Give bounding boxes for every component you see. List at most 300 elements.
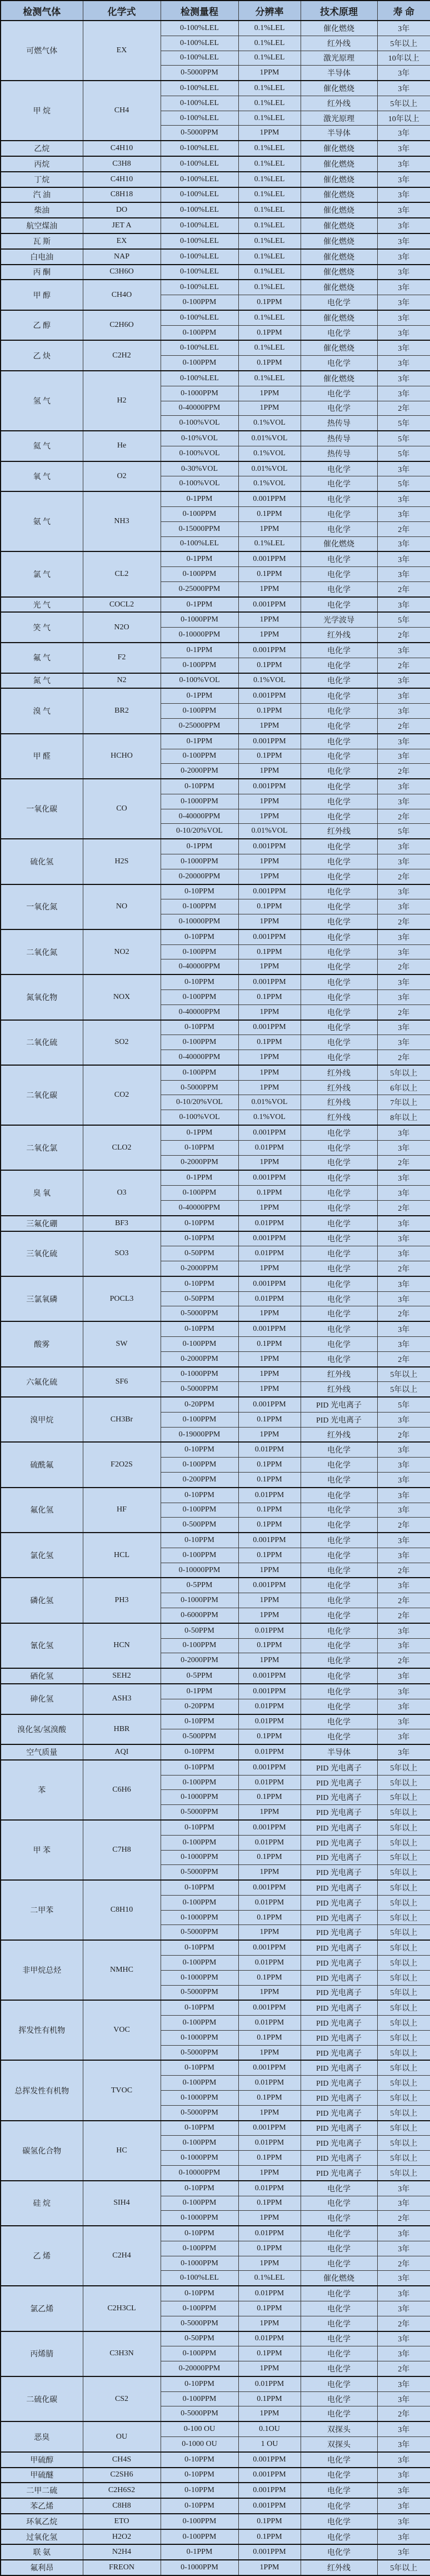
- table-row: [1, 461, 430, 476]
- resolution-cell: 1PPM: [238, 2406, 301, 2421]
- principle-cell: 电化学: [301, 749, 377, 764]
- resolution-cell: 0.001PPM: [238, 884, 301, 899]
- range-cell: 0-5000PPM: [161, 2406, 238, 2421]
- range-cell: 0-100%VOL: [161, 673, 238, 689]
- principle-cell: PID 光电离子: [301, 2016, 377, 2031]
- range-cell: 0-100PPM: [161, 295, 238, 310]
- lifespan-cell: 3年: [377, 141, 430, 156]
- resolution-cell: 0.1OU: [238, 2421, 301, 2436]
- lifespan-cell: 10年以上: [377, 51, 430, 66]
- principle-cell: 电化学: [301, 2483, 377, 2498]
- range-cell: 0-5000PPM: [161, 2316, 238, 2331]
- range-cell: 0-10PPM: [161, 1744, 238, 1760]
- principle-cell: 电化学: [301, 295, 377, 310]
- principle-cell: PID 光电离子: [301, 1970, 377, 1985]
- resolution-cell: 0.1%LEL: [238, 371, 301, 386]
- resolution-cell: 0.1PPM: [238, 1473, 301, 1488]
- range-cell: 0-50PPM: [161, 2331, 238, 2346]
- range-cell: 0-100%LEL: [161, 81, 238, 96]
- resolution-cell: 0.001PPM: [238, 1125, 301, 1140]
- resolution-cell: 1PPM: [238, 2165, 301, 2180]
- principle-cell: 电化学: [301, 1321, 377, 1336]
- lifespan-cell: 3年: [377, 2483, 430, 2498]
- lifespan-cell: 3年: [377, 295, 430, 310]
- resolution-cell: 0.1%LEL: [238, 249, 301, 265]
- formula-cell: C3H3N: [83, 2331, 161, 2376]
- table-row: [1, 1231, 430, 1246]
- formula-cell: EX: [83, 233, 161, 249]
- principle-cell: 电化学: [301, 1035, 377, 1050]
- table-row: [1, 1367, 430, 1382]
- resolution-cell: 0.01PPM: [238, 1442, 301, 1457]
- gas-name-cell: 二甲苯: [1, 1880, 83, 1940]
- table-row: [1, 2181, 430, 2196]
- resolution-cell: 0.1%LEL: [238, 51, 301, 66]
- range-cell: 0-1PPM: [161, 597, 238, 613]
- principle-cell: 电化学: [301, 1020, 377, 1035]
- principle-cell: 电化学: [301, 2181, 377, 2196]
- resolution-cell: 0.001PPM: [238, 1684, 301, 1699]
- range-cell: 0-1PPM: [161, 551, 238, 566]
- gas-name-cell: 甲 醇: [1, 280, 83, 310]
- formula-cell: CS2: [83, 2376, 161, 2421]
- lifespan-cell: 3年: [377, 2452, 430, 2468]
- lifespan-cell: 3年: [377, 1548, 430, 1563]
- range-cell: 0-100%LEL: [161, 21, 238, 36]
- lifespan-cell: 3年: [377, 944, 430, 959]
- principle-cell: 电化学: [301, 1306, 377, 1321]
- range-cell: 0-5000PPM: [161, 66, 238, 81]
- principle-cell: 电化学: [301, 581, 377, 596]
- table-row: [1, 2514, 430, 2529]
- range-cell: 0-20000PPM: [161, 2361, 238, 2376]
- range-cell: 0-100%LEL: [161, 141, 238, 156]
- principle-cell: 电化学: [301, 1458, 377, 1473]
- principle-cell: PID 光电离子: [301, 1412, 377, 1427]
- resolution-cell: 0.1PPM: [238, 1503, 301, 1518]
- lifespan-cell: 3年: [377, 1276, 430, 1291]
- gas-name-cell: 空气质量: [1, 1744, 83, 1760]
- principle-cell: 电化学: [301, 1291, 377, 1306]
- principle-cell: PID 光电离子: [301, 2091, 377, 2106]
- principle-cell: 电化学: [301, 1548, 377, 1563]
- resolution-cell: 0.1PPM: [238, 2529, 301, 2545]
- lifespan-cell: 2年: [377, 658, 430, 673]
- table-row: [1, 839, 430, 854]
- table-row: [1, 1623, 430, 1638]
- range-cell: 0-100PPM: [161, 2241, 238, 2256]
- gas-name-cell: 丙烯腈: [1, 2331, 83, 2376]
- principle-cell: PID 光电离子: [301, 2151, 377, 2166]
- range-cell: 0-40000PPM: [161, 1050, 238, 1065]
- principle-cell: 电化学: [301, 2544, 377, 2560]
- lifespan-cell: 2年: [377, 1593, 430, 1608]
- resolution-cell: 1PPM: [238, 1004, 301, 1020]
- formula-cell: HCHO: [83, 734, 161, 779]
- resolution-cell: 0.1%LEL: [238, 2271, 301, 2286]
- range-cell: 0-100PPM: [161, 1548, 238, 1563]
- resolution-cell: 1PPM: [238, 854, 301, 869]
- table-row: [1, 81, 430, 96]
- resolution-cell: 0.001PPM: [238, 551, 301, 566]
- principle-cell: 热传导: [301, 431, 377, 446]
- lifespan-cell: 3年: [377, 2468, 430, 2483]
- lifespan-cell: 2年: [377, 1200, 430, 1215]
- table-row: [1, 1820, 430, 1835]
- lifespan-cell: 5年以上: [377, 1985, 430, 2000]
- principle-cell: 电化学: [301, 779, 377, 794]
- table-row: [1, 1442, 430, 1457]
- header-gas: 检测气体: [1, 1, 83, 21]
- resolution-cell: 0.1%VOL: [238, 476, 301, 491]
- formula-cell: C4H10: [83, 141, 161, 156]
- range-cell: 0-10PPM: [161, 2226, 238, 2241]
- table-row: [1, 551, 430, 566]
- range-cell: 0-10/20%VOL: [161, 824, 238, 839]
- resolution-cell: 1PPM: [238, 764, 301, 779]
- resolution-cell: 0.001PPM: [238, 1940, 301, 1955]
- formula-cell: SIH4: [83, 2181, 161, 2226]
- range-cell: 0-10PPM: [161, 1533, 238, 1548]
- resolution-cell: 0.1%LEL: [238, 280, 301, 295]
- resolution-cell: 1PPM: [238, 1065, 301, 1080]
- lifespan-cell: 2年: [377, 914, 430, 929]
- lifespan-cell: 2年: [377, 1306, 430, 1321]
- resolution-cell: 0.01PPM: [238, 2076, 301, 2091]
- lifespan-cell: 3年: [377, 704, 430, 719]
- lifespan-cell: 5年以上: [377, 1910, 430, 1925]
- lifespan-cell: 5年以上: [377, 2030, 430, 2045]
- range-cell: 0-1000PPM: [161, 1910, 238, 1925]
- range-cell: 0-100PPM: [161, 944, 238, 959]
- principle-cell: 红外线: [301, 36, 377, 51]
- principle-cell: 电化学: [301, 2316, 377, 2331]
- lifespan-cell: 2年: [377, 1050, 430, 1065]
- principle-cell: 电化学: [301, 2391, 377, 2406]
- table-row: [1, 612, 430, 627]
- lifespan-cell: 3年: [377, 491, 430, 506]
- range-cell: 0-100PPM: [161, 1638, 238, 1653]
- principle-cell: 电化学: [301, 1684, 377, 1699]
- lifespan-cell: 5年以上: [377, 1805, 430, 1820]
- lifespan-cell: 3年: [377, 280, 430, 295]
- lifespan-cell: 2年: [377, 718, 430, 733]
- resolution-cell: 1PPM: [238, 521, 301, 536]
- resolution-cell: 1PPM: [238, 401, 301, 416]
- range-cell: 0-1000PPM: [161, 854, 238, 869]
- gas-name-cell: 氯化氢: [1, 1533, 83, 1578]
- principle-cell: 电化学: [301, 1170, 377, 1185]
- resolution-cell: 0.01PPM: [238, 1699, 301, 1714]
- range-cell: 0-50PPM: [161, 1291, 238, 1306]
- resolution-cell: 0.01PPM: [238, 2376, 301, 2391]
- gas-name-cell: 臭 氧: [1, 1170, 83, 1215]
- formula-cell: NO2: [83, 929, 161, 974]
- resolution-cell: 1PPM: [238, 126, 301, 141]
- range-cell: 0-200PPM: [161, 1473, 238, 1488]
- range-cell: 0-10PPM: [161, 2000, 238, 2015]
- lifespan-cell: 3年: [377, 1140, 430, 1155]
- lifespan-cell: 3年: [377, 2286, 430, 2301]
- range-cell: 0-100PPM: [161, 325, 238, 340]
- lifespan-cell: 5年以上: [377, 96, 430, 111]
- principle-cell: 电化学: [301, 899, 377, 914]
- resolution-cell: 0.1PPM: [238, 1638, 301, 1653]
- range-cell: 0-20PPM: [161, 1397, 238, 1412]
- range-cell: 0-100PPM: [161, 1895, 238, 1910]
- resolution-cell: 1PPM: [238, 1427, 301, 1442]
- principle-cell: 电化学: [301, 1246, 377, 1261]
- range-cell: 0-1000PPM: [161, 386, 238, 401]
- lifespan-cell: 5年以上: [377, 1925, 430, 1940]
- resolution-cell: 0.1%LEL: [238, 81, 301, 96]
- principle-cell: 电化学: [301, 1563, 377, 1578]
- gas-name-cell: 苯: [1, 1760, 83, 1820]
- principle-cell: 电化学: [301, 1261, 377, 1276]
- formula-cell: FREON: [83, 2560, 161, 2575]
- lifespan-cell: 7年以上: [377, 1095, 430, 1110]
- principle-cell: 半导体: [301, 126, 377, 141]
- lifespan-cell: 5年以上: [377, 1956, 430, 1971]
- principle-cell: 半导体: [301, 66, 377, 81]
- formula-cell: C2H2: [83, 340, 161, 371]
- principle-cell: 红外线: [301, 1065, 377, 1080]
- resolution-cell: 0.1%LEL: [238, 536, 301, 551]
- formula-cell: BR2: [83, 688, 161, 733]
- principle-cell: 电化学: [301, 521, 377, 536]
- range-cell: 0-40000PPM: [161, 1200, 238, 1215]
- table-row: [1, 1684, 430, 1699]
- table-row: [1, 643, 430, 658]
- principle-cell: 催化燃烧: [301, 156, 377, 172]
- principle-cell: 电化学: [301, 718, 377, 733]
- resolution-cell: 1PPM: [238, 869, 301, 884]
- lifespan-cell: 3年: [377, 2544, 430, 2560]
- range-cell: 0-1PPM: [161, 643, 238, 658]
- resolution-cell: 0.001PPM: [238, 643, 301, 658]
- range-cell: 0-10PPM: [161, 1880, 238, 1895]
- resolution-cell: 1PPM: [238, 1050, 301, 1065]
- range-cell: 0-100PPM: [161, 1065, 238, 1080]
- lifespan-cell: 2年: [377, 809, 430, 824]
- formula-cell: SF6: [83, 1367, 161, 1398]
- range-cell: 0-10000PPM: [161, 2165, 238, 2180]
- range-cell: 0-100%VOL: [161, 446, 238, 461]
- range-cell: 0-5000PPM: [161, 1805, 238, 1820]
- lifespan-cell: 3年: [377, 2391, 430, 2406]
- principle-cell: 电化学: [301, 2468, 377, 2483]
- range-cell: 0-10PPM: [161, 1231, 238, 1246]
- lifespan-cell: 5年以上: [377, 1970, 430, 1985]
- range-cell: 0-10PPM: [161, 2498, 238, 2514]
- range-cell: 0-100PPM: [161, 1956, 238, 1971]
- gas-name-cell: 硫酰氟: [1, 1442, 83, 1487]
- range-cell: 0-1000PPM: [161, 794, 238, 809]
- range-cell: 0-1000PPM: [161, 1367, 238, 1382]
- principle-cell: 电化学: [301, 1518, 377, 1533]
- principle-cell: 电化学: [301, 869, 377, 884]
- range-cell: 0-100PPM: [161, 1035, 238, 1050]
- table-row: [1, 1216, 430, 1231]
- principle-cell: 催化燃烧: [301, 187, 377, 203]
- table-row: [1, 1488, 430, 1503]
- lifespan-cell: 3年: [377, 21, 430, 36]
- range-cell: 0-10PPM: [161, 2181, 238, 2196]
- principle-cell: PID 光电离子: [301, 1910, 377, 1925]
- range-cell: 0-10PPM: [161, 884, 238, 899]
- range-cell: 0-10PPM: [161, 1020, 238, 1035]
- resolution-cell: 0.1%LEL: [238, 340, 301, 355]
- range-cell: 0-5PPM: [161, 1578, 238, 1593]
- gas-name-cell: 甲 烷: [1, 81, 83, 141]
- resolution-cell: 1PPM: [238, 1563, 301, 1578]
- resolution-cell: 0.1PPM: [238, 1412, 301, 1427]
- table-row: [1, 2376, 430, 2391]
- lifespan-cell: 5年: [377, 1397, 430, 1412]
- gas-name-cell: 三氧化硫: [1, 1231, 83, 1276]
- lifespan-cell: 2年: [377, 1004, 430, 1020]
- formula-cell: NOX: [83, 974, 161, 1020]
- gas-name-cell: 三氟化硼: [1, 1216, 83, 1231]
- principle-cell: 催化燃烧: [301, 81, 377, 96]
- principle-cell: 电化学: [301, 884, 377, 899]
- formula-cell: He: [83, 431, 161, 461]
- lifespan-cell: 3年: [377, 2181, 430, 2196]
- range-cell: 0-100%LEL: [161, 36, 238, 51]
- lifespan-cell: 3年: [377, 265, 430, 280]
- principle-cell: 电化学: [301, 551, 377, 566]
- resolution-cell: 0.1PPM: [238, 2151, 301, 2166]
- principle-cell: 电化学: [301, 1623, 377, 1638]
- resolution-cell: 1PPM: [238, 2316, 301, 2331]
- range-cell: 0-100PPM: [161, 356, 238, 371]
- principle-cell: 电化学: [301, 643, 377, 658]
- resolution-cell: 1PPM: [238, 2361, 301, 2376]
- gas-name-cell: 过氧化氢: [1, 2529, 83, 2545]
- resolution-cell: 0.1PPM: [238, 2346, 301, 2361]
- gas-name-cell: 白电油: [1, 249, 83, 265]
- resolution-cell: 0.001PPM: [238, 734, 301, 749]
- principle-cell: PID 光电离子: [301, 1805, 377, 1820]
- table-row: [1, 1125, 430, 1140]
- formula-cell: CH4: [83, 81, 161, 141]
- principle-cell: 红外线: [301, 1427, 377, 1442]
- resolution-cell: 0.1PPM: [238, 2091, 301, 2106]
- gas-name-cell: 磷化氢: [1, 1578, 83, 1623]
- range-cell: 0-100PPM: [161, 1503, 238, 1518]
- principle-cell: PID 光电离子: [301, 1956, 377, 1971]
- range-cell: 0-500PPM: [161, 1518, 238, 1533]
- principle-cell: 红外线: [301, 1367, 377, 1382]
- principle-cell: PID 光电离子: [301, 2060, 377, 2075]
- resolution-cell: 0.001PPM: [238, 1170, 301, 1185]
- range-cell: 0-100PPM: [161, 2076, 238, 2091]
- range-cell: 0-100PPM: [161, 507, 238, 522]
- range-cell: 0-10000PPM: [161, 1563, 238, 1578]
- resolution-cell: 0.1%LEL: [238, 111, 301, 126]
- resolution-cell: 0.1%LEL: [238, 233, 301, 249]
- lifespan-cell: 3年: [377, 126, 430, 141]
- principle-cell: 电化学: [301, 2256, 377, 2271]
- resolution-cell: 0.001PPM: [238, 2483, 301, 2498]
- range-cell: 0-5000PPM: [161, 126, 238, 141]
- principle-cell: 电化学: [301, 929, 377, 944]
- resolution-cell: 0.1%VOL: [238, 1110, 301, 1125]
- lifespan-cell: 5年以上: [377, 2105, 430, 2120]
- formula-cell: NMHC: [83, 1940, 161, 2000]
- principle-cell: 电化学: [301, 2211, 377, 2226]
- lifespan-cell: 5年以上: [377, 1940, 430, 1955]
- lifespan-cell: 5年以上: [377, 36, 430, 51]
- range-cell: 0-10PPM: [161, 929, 238, 944]
- resolution-cell: 0.1PPM: [238, 2030, 301, 2045]
- lifespan-cell: 3年: [377, 884, 430, 899]
- lifespan-cell: 2年: [377, 1261, 430, 1276]
- formula-cell: H2S: [83, 839, 161, 884]
- principle-cell: 热传导: [301, 446, 377, 461]
- lifespan-cell: 3年: [377, 1231, 430, 1246]
- lifespan-cell: 5年以上: [377, 2045, 430, 2060]
- resolution-cell: 0.001PPM: [238, 2121, 301, 2136]
- principle-cell: PID 光电离子: [301, 1835, 377, 1850]
- range-cell: 0-2000PPM: [161, 1351, 238, 1366]
- range-cell: 0-10PPM: [161, 2286, 238, 2301]
- table-row: [1, 597, 430, 613]
- table-row: [1, 1065, 430, 1080]
- lifespan-cell: 3年: [377, 1473, 430, 1488]
- lifespan-cell: 3年: [377, 536, 430, 551]
- principle-cell: 电化学: [301, 1593, 377, 1608]
- formula-cell: CLO2: [83, 1125, 161, 1170]
- resolution-cell: 1PPM: [238, 1367, 301, 1382]
- range-cell: 0-5000PPM: [161, 1925, 238, 1940]
- table-row: [1, 2421, 430, 2436]
- resolution-cell: 1PPM: [238, 581, 301, 596]
- range-cell: 0-10%VOL: [161, 431, 238, 446]
- formula-cell: ETO: [83, 2514, 161, 2529]
- principle-cell: 双探头: [301, 2421, 377, 2436]
- range-cell: 0-100%LEL: [161, 156, 238, 172]
- resolution-cell: 0.1PPM: [238, 899, 301, 914]
- resolution-cell: 0.1PPM: [238, 1850, 301, 1865]
- range-cell: 0-10PPM: [161, 1442, 238, 1457]
- resolution-cell: 0.1PPM: [238, 2514, 301, 2529]
- resolution-cell: 0.1%LEL: [238, 21, 301, 36]
- principle-cell: 电化学: [301, 1503, 377, 1518]
- range-cell: 0-40000PPM: [161, 809, 238, 824]
- principle-cell: 催化燃烧: [301, 371, 377, 386]
- lifespan-cell: 2年: [377, 1518, 430, 1533]
- principle-cell: 催化燃烧: [301, 218, 377, 233]
- lifespan-cell: 3年: [377, 2226, 430, 2241]
- resolution-cell: 0.1PPM: [238, 704, 301, 719]
- principle-cell: 电化学: [301, 2498, 377, 2514]
- lifespan-cell: 3年: [377, 172, 430, 187]
- lifespan-cell: 2年: [377, 1563, 430, 1578]
- principle-cell: 电化学: [301, 507, 377, 522]
- principle-cell: 电化学: [301, 1488, 377, 1503]
- range-cell: 0-1PPM: [161, 839, 238, 854]
- formula-cell: O2: [83, 461, 161, 492]
- range-cell: 0-10PPM: [161, 1820, 238, 1835]
- range-cell: 0-100PPM: [161, 2301, 238, 2316]
- lifespan-cell: 5年以上: [377, 2560, 430, 2575]
- range-cell: 0-10PPM: [161, 1488, 238, 1503]
- table-row: [1, 371, 430, 386]
- range-cell: 0-1000PPM: [161, 2256, 238, 2271]
- resolution-cell: 0.1%LEL: [238, 310, 301, 325]
- lifespan-cell: 3年: [377, 2346, 430, 2361]
